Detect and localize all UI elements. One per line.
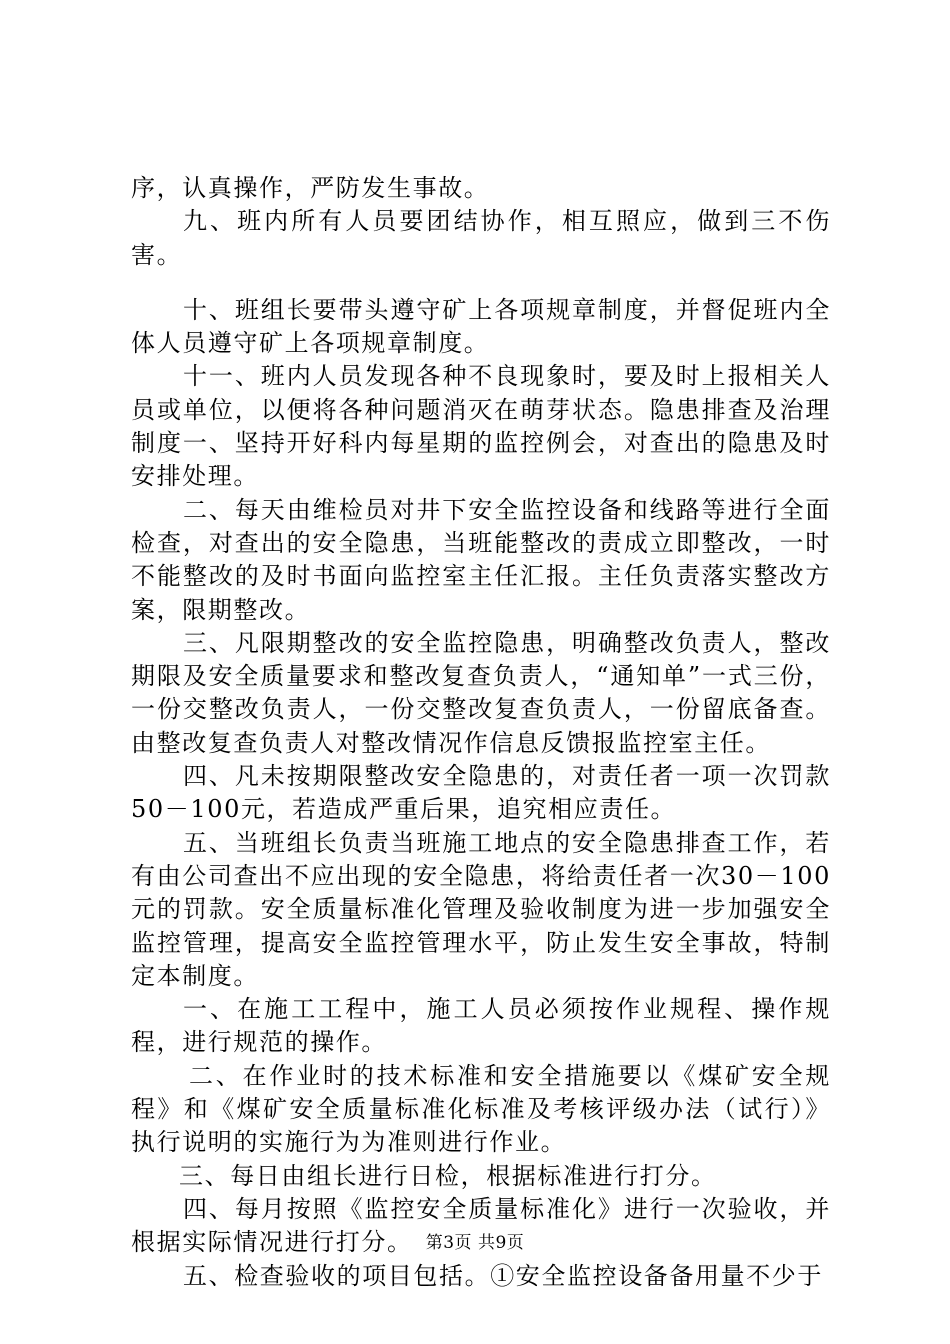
paragraph: 三、每日由组长进行日检，根据标准进行打分。: [179, 1161, 717, 1190]
paragraph: 九、班内所有人员要团结协作，相互照应，做到三不伤害。: [131, 207, 831, 269]
paragraph: 四、凡未按期限整改安全隐患的，对责任者一项一次罚款50－100元，若造成严重后果，追究相应责任。: [131, 762, 831, 824]
document-body: [131, 172, 831, 1293]
paragraph: 四、每月按照《监控安全质量标准化》进行一次验收，并根据实际情况进行打分。: [131, 1194, 831, 1257]
paragraph: 十、班组长要带头遵守矿上各项规章制度，并督促班内全体人员遵守矿上各项规章制度。: [131, 295, 831, 358]
paragraph: 一、在施工工程中，施工人员必须按作业规程、操作规程，进行规范的操作。: [131, 995, 831, 1057]
paragraph: 二、在作业时的技术标准和安全措施要以《煤矿安全规程》和《煤矿安全质量标准化标准及考核评级办法（试行）》执行说明的实施行为为准则进行作业。: [131, 1061, 831, 1157]
paragraph: 序，认真操作，严防发生事故。: [131, 174, 490, 202]
paragraph: 十一、班内人员发现各种不良现象时，要及时上报相关人员或单位，以便将各种问题消灭在萌芽状态。隐患排查及治理制度一、坚持开好科内每星期的监控例会，对查出的隐患及时安排处理。: [131, 362, 831, 491]
paragraph: 三、凡限期整改的安全监控隐患，明确整改负责人，整改期限及安全质量要求和整改复查负责人，“通知单”一式三份，一份交整改负责人，一份交整改复查负责人，一份留底备查。由整改复查负责人对整改情况作信息反馈报监控室主任。: [131, 628, 831, 757]
page-number: 第3页 共9页: [425, 1233, 525, 1253]
paragraph: 五、检查验收的项目包括。①安全监控设备备用量不少于: [183, 1261, 823, 1290]
paragraph: 二、每天由维检员对井下安全监控设备和线路等进行全面检查，对查出的安全隐患，当班能整改的责成立即整改，一时不能整改的及时书面向监控室主任汇报。主任负责落实整改方案，限期整改。: [131, 495, 831, 624]
paragraph: 五、当班组长负责当班施工地点的安全隐患排查工作，若有由公司查出不应出现的安全隐患，将给责任者一次30－100元的罚款。安全质量标准化管理及验收制度为进一步加强安全监控管理，提高安全监控管理水平，防止发生安全事故，特制定本制度。: [131, 828, 831, 990]
